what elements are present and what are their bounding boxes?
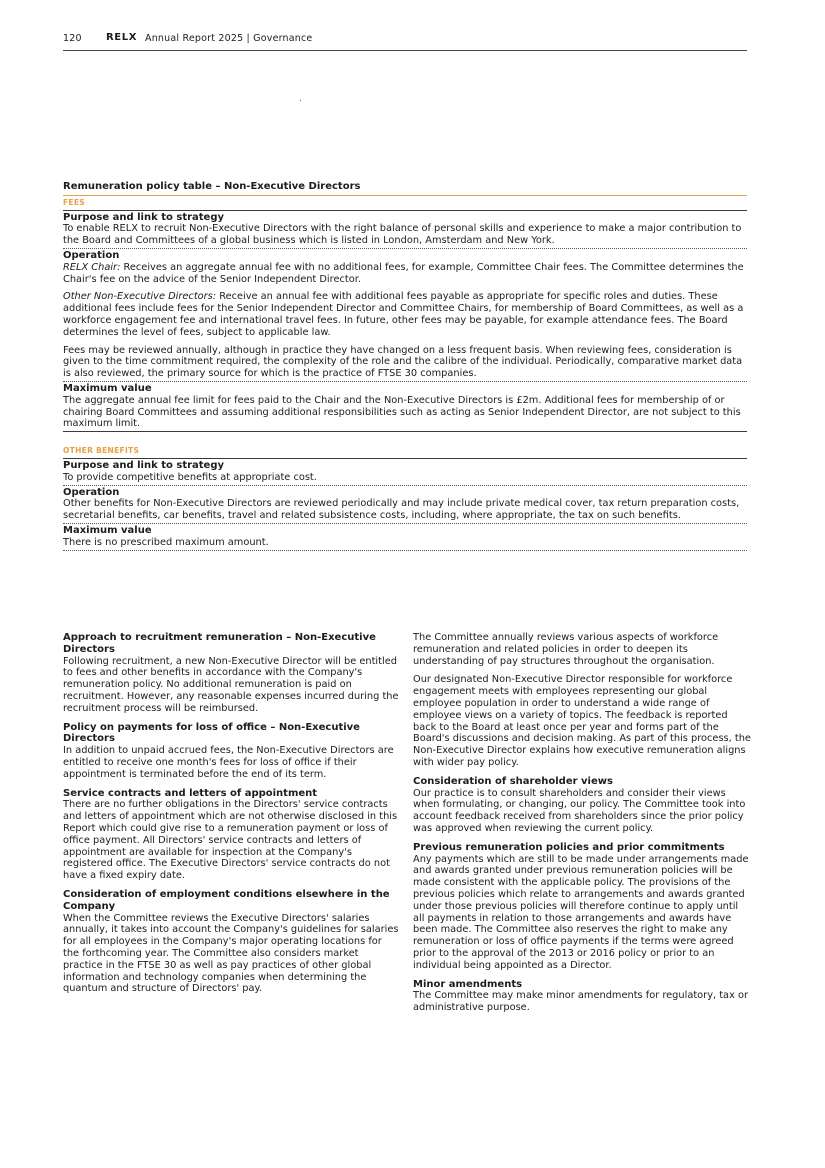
other-ned-text: Receive an annual fee with additional fees payable as appropriate for specific roles and duties. These additional fees include fees for the Senior Independent Director and Committee Chairs, for membership of Board Committees, as well as a workforce engagement fee and international travel fees. In future, other fees may be payable, for example attendance fees. The Board determines the level of fees, subject to applicable law.	[63, 291, 744, 338]
fees-other-paragraph	[63, 291, 747, 338]
employment-conditions-text: When the Committee reviews the Executive Directors' salaries annually, it takes into account the Company's guidelines for salaries for all employees in the Company's major operating locations for the forthcoming year. The Committee also considers market practice in the FTSE 30 as well as pay practices of other global information and technology companies when determining the quantum and structure of Directors' pay.	[63, 912, 399, 995]
right-column	[413, 632, 751, 1021]
benefits-operation-heading: Operation	[63, 486, 120, 498]
benefits-max-text: There is no prescribed maximum amount.	[63, 536, 269, 548]
fees-chair-paragraph	[63, 262, 747, 286]
employment-conditions-heading: Consideration of employment conditions elsewhere in the Company	[63, 888, 390, 912]
service-contracts-heading: Service contracts and letters of appointment	[63, 787, 318, 799]
fees-section-label: FEES	[63, 196, 747, 211]
page-header	[63, 31, 747, 51]
loss-of-office-text: In addition to unpaid accrued fees, the Non-Executive Directors are entitled to receive one month's fees for loss of office if their appointment is terminated before the end of its term.	[63, 745, 394, 780]
remuneration-policy-table	[63, 181, 747, 551]
chair-label: RELX Chair:	[63, 261, 121, 273]
benefits-operation-text: Other benefits for Non-Executive Directors are reviewed periodically and may include private medical cover, tax return preparation costs, secretarial benefits, car benefits, travel and related subsistence costs, including, where appropriate, the tax on such benefits.	[63, 498, 740, 522]
benefits-purpose-heading: Purpose and link to strategy	[63, 459, 225, 471]
chair-text: Receives an aggregate annual fee with no additional fees, for example, Committee Chair fees. The Committee determines the Chair's fee on the advice of the Senior Independent Director.	[63, 261, 744, 285]
fees-operation-heading: Operation	[63, 249, 120, 261]
recruitment-heading: Approach to recruitment remuneration – Non-Executive Directors	[63, 632, 376, 655]
benefits-purpose-text: To provide competitive benefits at appropriate cost.	[63, 471, 317, 483]
policy-table-title: Remuneration policy table – Non-Executive Directors	[63, 181, 747, 196]
recruitment-text: Following recruitment, a new Non-Executive Director will be entitled to fees and other benefits in accordance with the Company's remuneration policy. No additional remuneration is paid on recruitment. However, any reasonable expenses incurred during the recruitment process will be reimbursed.	[63, 655, 399, 714]
fees-max-row	[63, 382, 747, 432]
benefits-max-heading: Maximum value	[63, 524, 152, 536]
fees-review-paragraph: Fees may be reviewed annually, although in practice they have changed on a less frequent basis. When reviewing fees, consideration is given to the time commitment required, the complexity of the role and the calibre of the individual. Periodically, comparative market data is also reviewed, the primary source for which is the practice of FTSE 30 companies.	[63, 344, 743, 380]
fees-operation-row	[63, 249, 747, 382]
benefits-section-label: OTHER BENEFITS	[63, 444, 747, 459]
fees-max-text: The aggregate annual fee limit for fees paid to the Chair and the Non-Executive Directors is £2m. Additional fees for membership of or chairing Board Committees and assuming additional responsibilities such as acting as Senior Independent Director, are not subject to this maximum limit.	[63, 394, 741, 430]
page-number: 120	[63, 33, 82, 44]
benefits-max-row	[63, 524, 747, 551]
fees-max-heading: Maximum value	[63, 382, 152, 394]
loss-of-office-heading: Policy on payments for loss of office – Non-Executive Directors	[63, 721, 360, 745]
fees-purpose-text: To enable RELX to recruit Non-Executive Directors with the right balance of personal skills and experience to make a major contribution to the Board and Committees of a global business which is listed in London, Amsterdam and New York.	[63, 223, 742, 247]
shareholder-views-text: Our practice is to consult shareholders and consider their views when formulating, or changing, our policy. The Committee took into account feedback received from shareholders since the prior policy was approved when reviewing the current policy.	[413, 787, 746, 834]
minor-amendments-text: The Committee may make minor amendments for regulatory, tax or administrative purpose.	[413, 990, 748, 1014]
workforce-text-2: Our designated Non-Executive Director responsible for workforce engagement meets with employees representing our global employee population in order to understand a wide range of employee views on a variety of topics. The feedback is reported back to the Board at least once per year and forms part of the Board's discussions and decision making. As part of this process, the Non-Executive Director explains how executive remuneration aligns with wider pay policy.	[413, 674, 751, 768]
service-contracts-text: There are no further obligations in the Directors' service contracts and letters of appointment which are not otherwise disclosed in this Report which could give rise to a remuneration payment or loss of office payment. All Directors' service contracts and letters of appointment are available for inspection at the Company's registered office. The Executive Directors' service contracts do not have a fixed expiry date.	[63, 799, 398, 882]
benefits-operation-row	[63, 486, 747, 524]
stray-dot	[300, 100, 301, 101]
left-column	[63, 632, 399, 1002]
fees-purpose-row	[63, 211, 747, 249]
workforce-text-1: The Committee annually reviews various aspects of workforce remuneration and related policies in order to deepen its understanding of pay structures throughout the organisation.	[413, 632, 719, 667]
minor-amendments-heading: Minor amendments	[413, 978, 523, 990]
benefits-purpose-row	[63, 459, 747, 486]
previous-policies-heading: Previous remuneration policies and prior commitments	[413, 841, 725, 853]
brand-name: RELX	[106, 32, 138, 43]
shareholder-views-heading: Consideration of shareholder views	[413, 775, 613, 787]
previous-policies-text: Any payments which are still to be made under arrangements made and awards granted under previous remuneration policies will be made consistent with the applicable policy. The provisions of the previous policies which relate to arrangements and awards granted under those previous policies will therefore continue to apply until all payments in relation to those arrangements and awards have been made. The Committee also reserves the right to make any remuneration or loss of office payments if the terms were agreed prior to the approval of the 2013 or 2016 policy or prior to an individual being appointed as a Director.	[413, 853, 749, 971]
other-ned-label: Other Non-Executive Directors:	[63, 291, 217, 303]
fees-purpose-heading: Purpose and link to strategy	[63, 211, 225, 223]
report-title: Annual Report 2025 | Governance	[145, 33, 313, 44]
